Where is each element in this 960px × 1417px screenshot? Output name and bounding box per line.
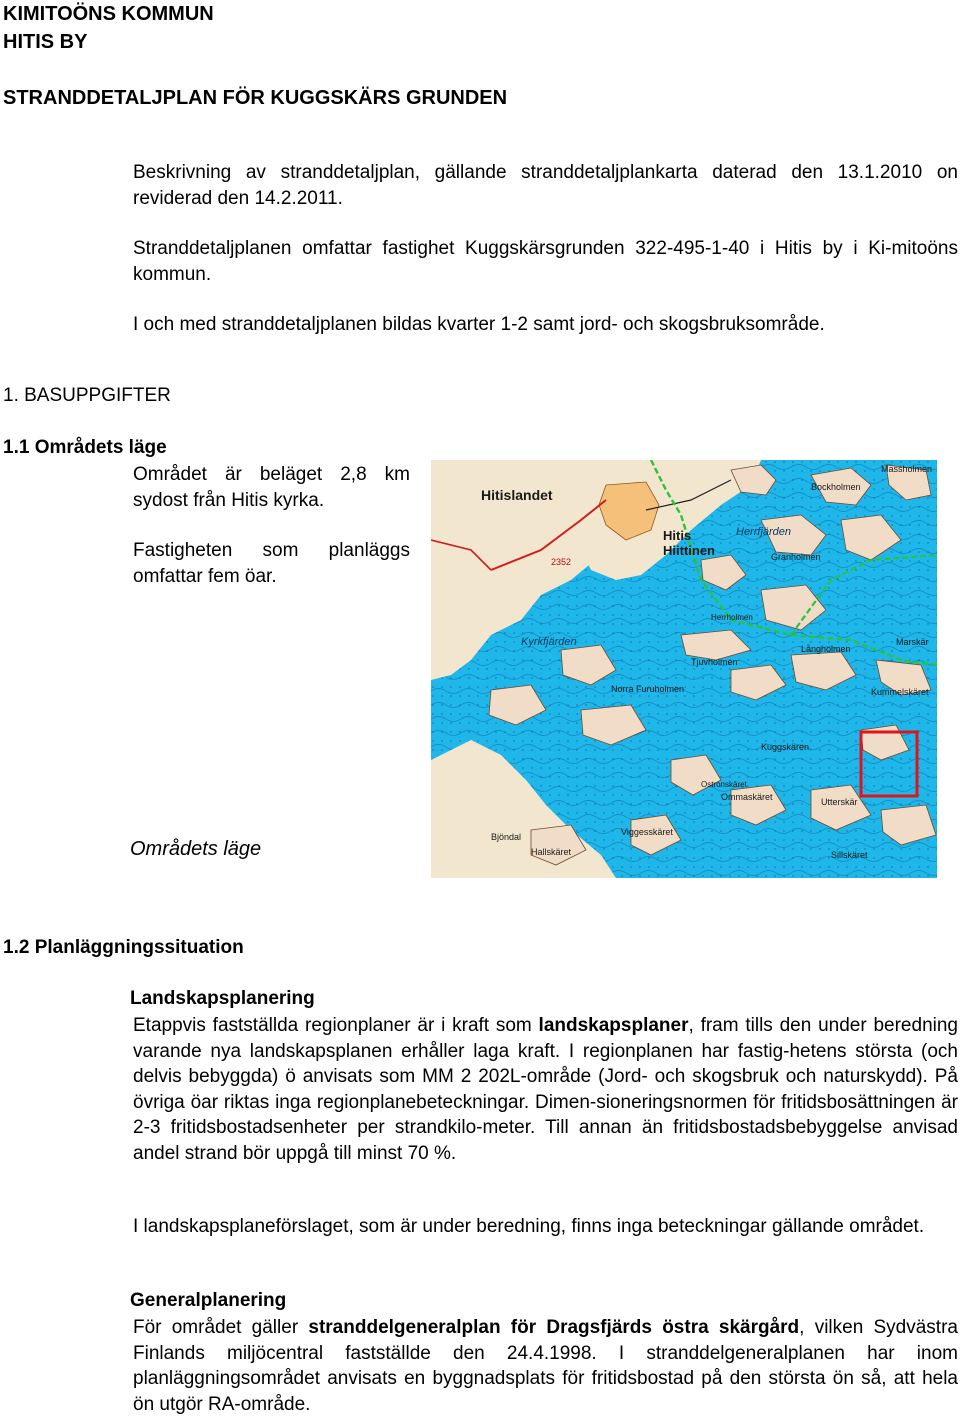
map-label-utterskar: Utterskär	[821, 797, 858, 807]
map-label-ommaskaret: Ommaskäret	[721, 792, 773, 802]
landskapsplanering-paragraph-1: Etappvis fastställda regionplaner är i kraft som landskapsplaner, fram tills den under beredning varande nya landskapsplanen erhåller laga kraft. I regionplanen har fastig-hetens största (och delvis bebyggda) ö anvisats som MM 2 202L-område (Jord- och skogsbruk och naturskydd). På övriga öar riktas inga regionplanebeteckningar. Dimen-sioneringsnormen för fritidsbosättningen är 2-3 fritidsbostadsenheter per strandkilo-meter. Till annan än fritidsbostadsbebyggelse anvisad andel strand bör uppgå till minst 70 %.	[133, 1015, 958, 1164]
landskapsplaner-term: landskapsplaner	[538, 1015, 689, 1036]
map-label-sillskaret: Sillskäret	[831, 850, 868, 860]
map-label-ostronskaret: Ostronskäret	[701, 780, 747, 789]
generalplanering-heading: Generalplanering	[130, 1290, 287, 1311]
map-label-tjuvholmen: Tjuvholmen	[691, 657, 738, 667]
map-label-bockholmen: Bockholmen	[811, 482, 861, 492]
map-label-bjondal: Bjöndal	[491, 832, 522, 842]
location-map	[431, 460, 937, 878]
map-label-herrfjarden: Herrfjärden	[736, 526, 792, 538]
intro-paragraph-3: I och med stranddetaljplanen bildas kvarter 1-2 samt jord- och skogsbruksområde.	[133, 314, 825, 335]
map-label-hallskaret: Hallskäret	[531, 847, 572, 857]
map-label-hitislandet: Hitislandet	[481, 487, 553, 503]
landskapsplanering-paragraph-2: I landskapsplaneförslaget, som är under beredning, finns inga beteckningar gällande området.	[133, 1216, 925, 1237]
map-label-massholmen: Massholmen	[881, 464, 933, 474]
map-label-kuggskaren: Kuggskären	[761, 742, 810, 752]
map-label-hitis: Hitis	[663, 528, 692, 543]
map-label-marskar: Marskär	[896, 637, 929, 647]
document-title: STRANDDETALJPLAN FÖR KUGGSKÄRS GRUNDEN	[3, 87, 508, 109]
map-label-kummelskaret: Kummelskäret	[871, 687, 929, 697]
location-paragraph: Området är beläget 2,8 km sydost från Hitis kyrka.	[133, 464, 410, 511]
map-label-granholmen: Granholmen	[771, 552, 821, 562]
intro-paragraph-1: Beskrivning av stranddetaljplan, gällande stranddetaljplankarta daterad den 13.1.2010 on reviderad den 14.2.2011.	[133, 162, 958, 209]
islands-paragraph: Fastigheten som planläggs omfattar fem öar.	[133, 540, 410, 587]
generalplanering-paragraph: För området gäller stranddelgeneralplan för Dragsfjärds östra skärgård, vilken Sydvästra Finlands miljöcentral fastställde den 24.4.1998. I stranddelgeneralplanen har inom planläggningsområdet anvisats en byggnadsplats för fritidsbostad på den största ön så, att hela ön utgör RA-område.	[133, 1317, 958, 1415]
map-label-hiittinen: Hiittinen	[663, 543, 715, 558]
map-label-herrholmen: Herrholmen	[711, 613, 753, 622]
intro-paragraph-2: Stranddetaljplanen omfattar fastighet Kuggskärsgrunden 322-495-1-40 i Hitis by i Ki-mitoöns kommun.	[133, 238, 958, 285]
municipality-name: KIMITOÖNS KOMMUN	[3, 3, 214, 25]
map-label-vigoesskaret: Viggesskäret	[621, 827, 673, 837]
map-label-langholmen: Långholmen	[801, 644, 851, 654]
village-name: HITIS BY	[3, 31, 88, 53]
map-label-kyrkfjarden: Kyrkfjärden	[521, 636, 577, 648]
map-label-norra-furuholmen: Norra Furuholmen	[611, 684, 685, 694]
section-heading-basuppgifter: 1. BASUPPGIFTER	[3, 385, 171, 406]
stranddelgeneralplan-term: stranddelgeneralplan för Dragsfjärds östra skärgård	[308, 1317, 800, 1338]
map-caption: Områdets läge	[130, 838, 262, 860]
map-label-road: 2352	[551, 557, 572, 567]
landskapsplanering-heading: Landskapsplanering	[130, 988, 315, 1009]
subsection-heading-planlaggningssituation: 1.2 Planläggningssituation	[3, 937, 244, 958]
subsection-heading-omradets-lage: 1.1 Områdets läge	[3, 437, 167, 458]
